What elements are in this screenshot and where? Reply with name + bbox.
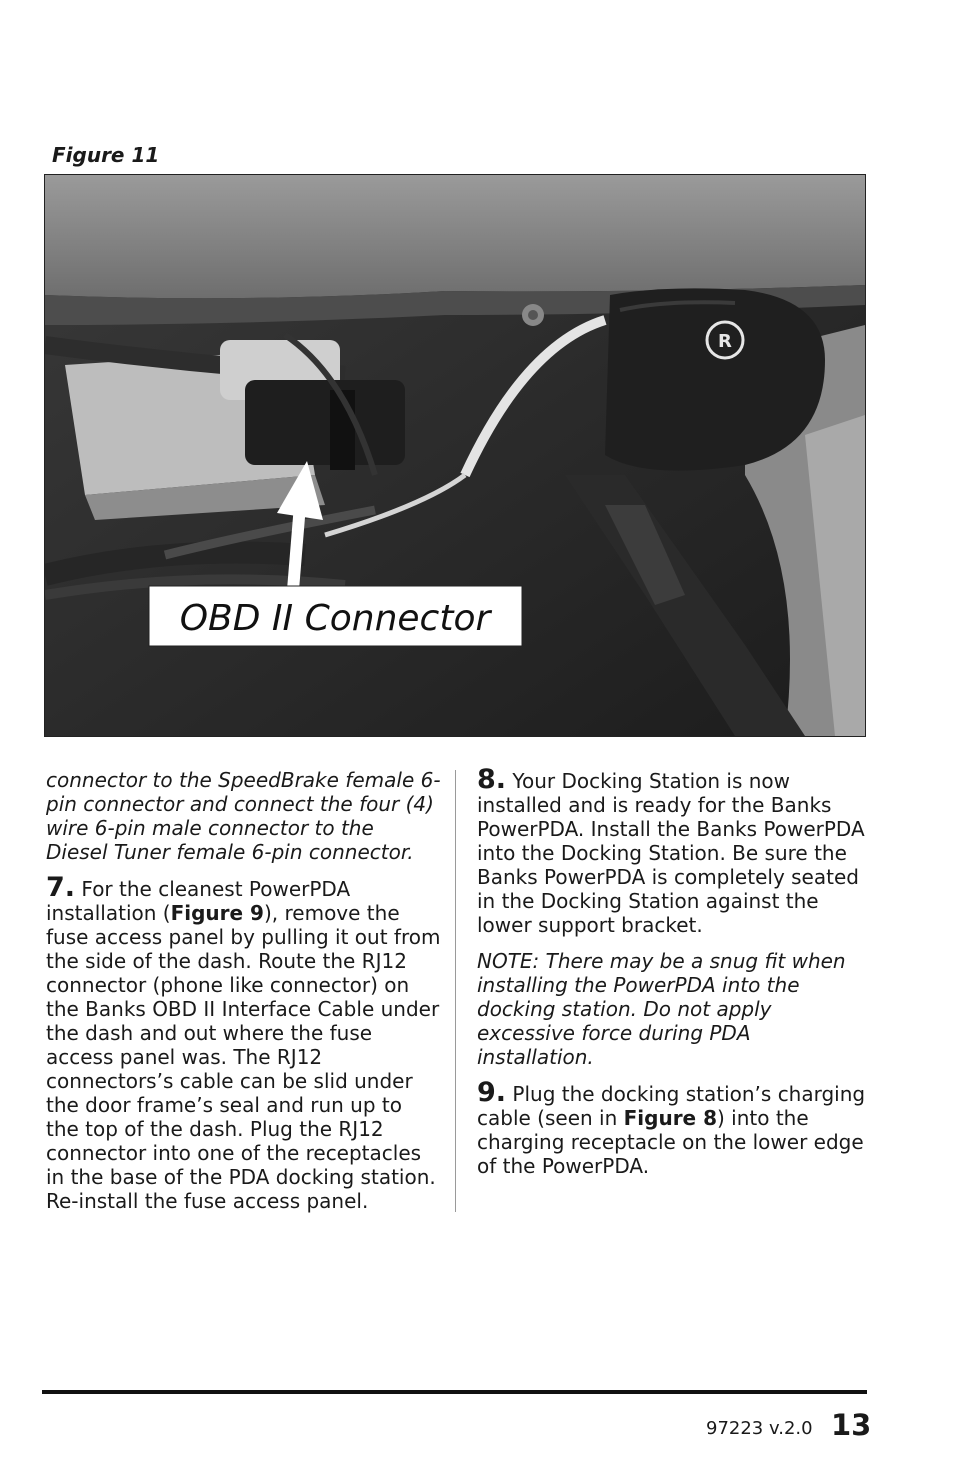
step-9-text-a: Plug the docking station’s charging cable (seen in [477,1082,866,1130]
step-7 [46,872,441,1213]
step-9-number: 9. [477,1077,507,1108]
step-7-text-b: ), remove the fuse access panel by pulling it out from the side of the dash. Route the RJ12 connector (phone like connector) on the Banks OBD II Interface Cable under the dash and out where the fuse access panel was. The RJ12 connectors’s cable can be slid under the door frame’s seal and run up to the top of the dash. Plug the RJ12 connector into one of the receptacles in the base of the PDA docking station. Re-install the fuse access panel. [46,901,441,1213]
step-8-text: Your Docking Station is now installed and is ready for the Banks PowerPDA. Install the Banks PowerPDA into the Docking Station. Be sure the Banks PowerPDA is completely seated in the Docking Station against the lower support bracket. [477,769,865,937]
step-8-number: 8. [477,764,507,795]
column-divider [455,770,456,1212]
step-9-text-b: ) into the charging receptacle on the lower edge of the PowerPDA. [477,1106,864,1178]
left-column [46,768,441,1213]
figure-caption: Figure 11 [52,143,160,167]
step-8 [477,764,872,937]
document-id: 97223 v.2.0 [706,1418,813,1439]
step-7-figure-ref: Figure 9 [170,901,264,925]
svg-text:R: R [718,331,732,352]
continuation-text: connector to the SpeedBrake female 6-pin connector and connect the four (4) wire 6-pin male connector to the Diesel Tuner female 6-pin connector. [46,768,441,864]
right-column [477,764,872,1178]
page-number: 13 [831,1408,872,1442]
step-7-number: 7. [46,872,76,903]
footer-rule [42,1390,867,1394]
figure-photo [44,174,866,737]
note-text: NOTE: There may be a snug fit when installing the PowerPDA into the docking station. Do not apply excessive force during PDA installation. [477,949,846,1069]
step-9-figure-ref: Figure 8 [623,1106,718,1130]
step-7-text-a: For the cleanest PowerPDA installation ( [46,877,351,925]
callout-label: OBD II Connector [179,598,491,639]
step-9 [477,1077,872,1178]
